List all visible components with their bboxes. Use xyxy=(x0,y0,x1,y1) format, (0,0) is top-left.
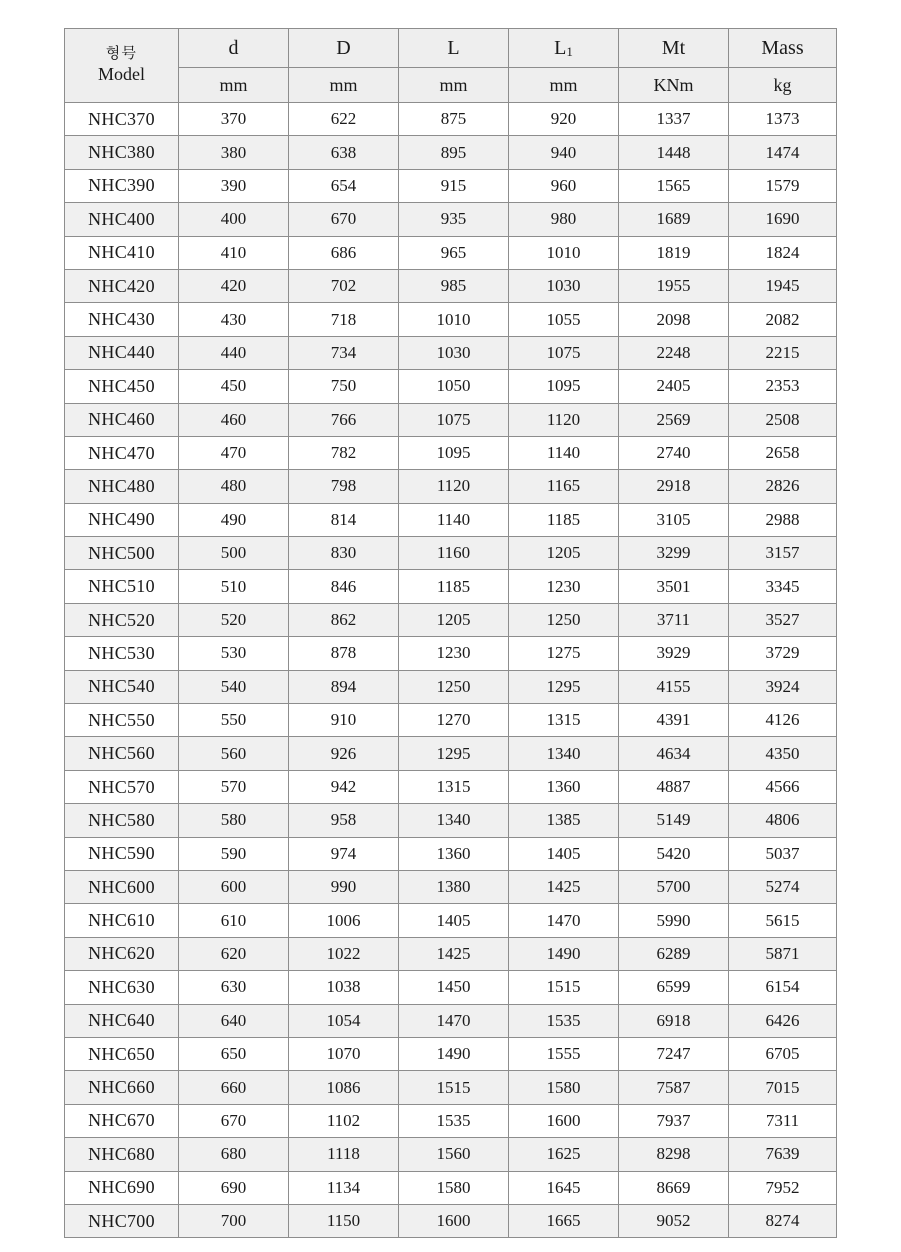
cell-L: 1580 xyxy=(399,1171,509,1204)
cell-D: 1150 xyxy=(289,1204,399,1237)
cell-model: NHC610 xyxy=(65,904,179,937)
cell-L1: 980 xyxy=(509,203,619,236)
cell-L: 895 xyxy=(399,136,509,169)
cell-L1: 960 xyxy=(509,169,619,202)
table-row xyxy=(65,1171,837,1204)
cell-L: 1270 xyxy=(399,704,509,737)
cell-model: NHC570 xyxy=(65,770,179,803)
cell-Mass: 2508 xyxy=(729,403,837,436)
cell-D: 702 xyxy=(289,269,399,302)
table-row xyxy=(65,603,837,636)
cell-d: 570 xyxy=(179,770,289,803)
cell-Mt: 6918 xyxy=(619,1004,729,1037)
cell-Mass: 1579 xyxy=(729,169,837,202)
cell-L: 1160 xyxy=(399,537,509,570)
cell-L1: 1385 xyxy=(509,804,619,837)
cell-d: 650 xyxy=(179,1037,289,1070)
cell-D: 990 xyxy=(289,870,399,903)
cell-Mass: 7311 xyxy=(729,1104,837,1137)
cell-L: 1515 xyxy=(399,1071,509,1104)
header-row-units xyxy=(65,68,837,103)
cell-D: 846 xyxy=(289,570,399,603)
cell-d: 520 xyxy=(179,603,289,636)
table-row xyxy=(65,837,837,870)
cell-Mt: 5990 xyxy=(619,904,729,937)
table-row xyxy=(65,370,837,403)
cell-L1: 1185 xyxy=(509,503,619,536)
cell-model: NHC650 xyxy=(65,1037,179,1070)
column-header-L: L xyxy=(399,29,509,68)
column-header-model-kr: 형号 xyxy=(105,46,138,63)
table-row xyxy=(65,1204,837,1237)
cell-L1: 1490 xyxy=(509,937,619,970)
cell-Mt: 1565 xyxy=(619,169,729,202)
cell-Mass: 6426 xyxy=(729,1004,837,1037)
header-row-symbols xyxy=(65,29,837,68)
table-row xyxy=(65,269,837,302)
unit-header-Mt: KNm xyxy=(619,68,729,103)
cell-Mass: 5037 xyxy=(729,837,837,870)
cell-Mt: 3929 xyxy=(619,637,729,670)
cell-Mt: 4887 xyxy=(619,770,729,803)
cell-Mass: 7639 xyxy=(729,1138,837,1171)
cell-Mt: 1819 xyxy=(619,236,729,269)
table-row xyxy=(65,203,837,236)
cell-Mass: 4806 xyxy=(729,804,837,837)
cell-L: 1250 xyxy=(399,670,509,703)
cell-Mass: 1690 xyxy=(729,203,837,236)
column-header-model xyxy=(65,29,179,103)
cell-Mass: 3729 xyxy=(729,637,837,670)
cell-L: 1230 xyxy=(399,637,509,670)
cell-model: NHC400 xyxy=(65,203,179,236)
cell-L1: 1275 xyxy=(509,637,619,670)
table-row xyxy=(65,537,837,570)
table-row xyxy=(65,704,837,737)
cell-D: 670 xyxy=(289,203,399,236)
cell-L: 1050 xyxy=(399,370,509,403)
cell-Mass: 7952 xyxy=(729,1171,837,1204)
table-row xyxy=(65,169,837,202)
table-row xyxy=(65,436,837,469)
cell-Mt: 7937 xyxy=(619,1104,729,1137)
cell-L: 1010 xyxy=(399,303,509,336)
cell-L1: 1340 xyxy=(509,737,619,770)
cell-d: 440 xyxy=(179,336,289,369)
cell-D: 654 xyxy=(289,169,399,202)
cell-model: NHC490 xyxy=(65,503,179,536)
table-row xyxy=(65,637,837,670)
table-row xyxy=(65,403,837,436)
cell-D: 1134 xyxy=(289,1171,399,1204)
cell-L: 1075 xyxy=(399,403,509,436)
cell-d: 540 xyxy=(179,670,289,703)
cell-model: NHC500 xyxy=(65,537,179,570)
column-header-L1-sub: 1 xyxy=(566,43,573,59)
specification-table xyxy=(64,28,837,1238)
cell-Mt: 4391 xyxy=(619,704,729,737)
cell-Mt: 1955 xyxy=(619,269,729,302)
cell-d: 380 xyxy=(179,136,289,169)
cell-L1: 1250 xyxy=(509,603,619,636)
cell-Mass: 4350 xyxy=(729,737,837,770)
cell-D: 974 xyxy=(289,837,399,870)
table-row xyxy=(65,1004,837,1037)
cell-model: NHC370 xyxy=(65,103,179,136)
cell-L: 875 xyxy=(399,103,509,136)
cell-Mt: 6599 xyxy=(619,971,729,1004)
cell-d: 390 xyxy=(179,169,289,202)
cell-L: 965 xyxy=(399,236,509,269)
cell-L: 1600 xyxy=(399,1204,509,1237)
cell-d: 690 xyxy=(179,1171,289,1204)
cell-d: 410 xyxy=(179,236,289,269)
cell-model: NHC660 xyxy=(65,1071,179,1104)
cell-D: 1054 xyxy=(289,1004,399,1037)
cell-Mass: 1945 xyxy=(729,269,837,302)
cell-L1: 1315 xyxy=(509,704,619,737)
cell-d: 560 xyxy=(179,737,289,770)
cell-L: 1560 xyxy=(399,1138,509,1171)
cell-Mt: 2740 xyxy=(619,436,729,469)
cell-Mass: 2353 xyxy=(729,370,837,403)
cell-L: 1470 xyxy=(399,1004,509,1037)
cell-D: 830 xyxy=(289,537,399,570)
cell-L: 915 xyxy=(399,169,509,202)
cell-d: 370 xyxy=(179,103,289,136)
cell-L: 1315 xyxy=(399,770,509,803)
cell-d: 640 xyxy=(179,1004,289,1037)
cell-Mass: 6154 xyxy=(729,971,837,1004)
cell-L1: 1600 xyxy=(509,1104,619,1137)
cell-Mt: 5420 xyxy=(619,837,729,870)
cell-d: 470 xyxy=(179,436,289,469)
cell-L: 1405 xyxy=(399,904,509,937)
cell-model: NHC460 xyxy=(65,403,179,436)
cell-Mt: 6289 xyxy=(619,937,729,970)
cell-L: 1360 xyxy=(399,837,509,870)
cell-D: 1070 xyxy=(289,1037,399,1070)
table-row xyxy=(65,804,837,837)
cell-d: 430 xyxy=(179,303,289,336)
cell-Mt: 2098 xyxy=(619,303,729,336)
table-row xyxy=(65,737,837,770)
cell-L: 1425 xyxy=(399,937,509,970)
cell-d: 550 xyxy=(179,704,289,737)
cell-model: NHC420 xyxy=(65,269,179,302)
cell-L1: 1095 xyxy=(509,370,619,403)
cell-Mt: 5149 xyxy=(619,804,729,837)
cell-Mass: 4566 xyxy=(729,770,837,803)
cell-Mt: 3501 xyxy=(619,570,729,603)
cell-Mt: 1689 xyxy=(619,203,729,236)
cell-d: 450 xyxy=(179,370,289,403)
cell-D: 942 xyxy=(289,770,399,803)
cell-model: NHC450 xyxy=(65,370,179,403)
cell-d: 610 xyxy=(179,904,289,937)
table-row xyxy=(65,937,837,970)
table-row xyxy=(65,103,837,136)
cell-model: NHC380 xyxy=(65,136,179,169)
cell-Mt: 4634 xyxy=(619,737,729,770)
cell-L1: 1010 xyxy=(509,236,619,269)
table-row xyxy=(65,670,837,703)
cell-model: NHC630 xyxy=(65,971,179,1004)
cell-Mt: 1448 xyxy=(619,136,729,169)
cell-D: 1038 xyxy=(289,971,399,1004)
cell-L1: 1515 xyxy=(509,971,619,1004)
cell-Mt: 3711 xyxy=(619,603,729,636)
cell-L1: 920 xyxy=(509,103,619,136)
cell-Mass: 5274 xyxy=(729,870,837,903)
cell-L1: 1665 xyxy=(509,1204,619,1237)
cell-L: 1295 xyxy=(399,737,509,770)
cell-model: NHC470 xyxy=(65,436,179,469)
cell-L1: 1165 xyxy=(509,470,619,503)
cell-Mt: 8669 xyxy=(619,1171,729,1204)
cell-D: 862 xyxy=(289,603,399,636)
cell-d: 600 xyxy=(179,870,289,903)
unit-header-L1: mm xyxy=(509,68,619,103)
cell-L1: 1645 xyxy=(509,1171,619,1204)
cell-d: 530 xyxy=(179,637,289,670)
cell-model: NHC580 xyxy=(65,804,179,837)
cell-Mass: 5871 xyxy=(729,937,837,970)
cell-L1: 1625 xyxy=(509,1138,619,1171)
cell-model: NHC550 xyxy=(65,704,179,737)
cell-L1: 1205 xyxy=(509,537,619,570)
cell-L1: 1360 xyxy=(509,770,619,803)
cell-Mass: 2082 xyxy=(729,303,837,336)
cell-L: 1140 xyxy=(399,503,509,536)
cell-L1: 1030 xyxy=(509,269,619,302)
cell-D: 798 xyxy=(289,470,399,503)
cell-Mass: 4126 xyxy=(729,704,837,737)
cell-L: 1095 xyxy=(399,436,509,469)
cell-model: NHC620 xyxy=(65,937,179,970)
table-row xyxy=(65,236,837,269)
cell-L1: 1140 xyxy=(509,436,619,469)
cell-D: 638 xyxy=(289,136,399,169)
cell-Mt: 2918 xyxy=(619,470,729,503)
cell-Mass: 5615 xyxy=(729,904,837,937)
cell-Mass: 2215 xyxy=(729,336,837,369)
cell-D: 766 xyxy=(289,403,399,436)
column-header-L1 xyxy=(509,29,619,68)
cell-d: 460 xyxy=(179,403,289,436)
cell-model: NHC390 xyxy=(65,169,179,202)
cell-D: 734 xyxy=(289,336,399,369)
cell-D: 910 xyxy=(289,704,399,737)
cell-d: 620 xyxy=(179,937,289,970)
cell-Mass: 1373 xyxy=(729,103,837,136)
cell-d: 480 xyxy=(179,470,289,503)
cell-D: 1022 xyxy=(289,937,399,970)
cell-d: 680 xyxy=(179,1138,289,1171)
cell-Mt: 5700 xyxy=(619,870,729,903)
cell-Mass: 3527 xyxy=(729,603,837,636)
cell-model: NHC600 xyxy=(65,870,179,903)
cell-D: 894 xyxy=(289,670,399,703)
cell-d: 660 xyxy=(179,1071,289,1104)
cell-L: 1380 xyxy=(399,870,509,903)
cell-L: 1030 xyxy=(399,336,509,369)
cell-Mt: 7587 xyxy=(619,1071,729,1104)
cell-L: 1490 xyxy=(399,1037,509,1070)
cell-L1: 1470 xyxy=(509,904,619,937)
table-row xyxy=(65,1138,837,1171)
cell-L1: 1075 xyxy=(509,336,619,369)
cell-L: 985 xyxy=(399,269,509,302)
cell-model: NHC560 xyxy=(65,737,179,770)
cell-Mass: 8274 xyxy=(729,1204,837,1237)
cell-D: 718 xyxy=(289,303,399,336)
unit-header-L: mm xyxy=(399,68,509,103)
cell-D: 1006 xyxy=(289,904,399,937)
column-header-model-en: Model xyxy=(98,64,145,85)
cell-model: NHC700 xyxy=(65,1204,179,1237)
table-row xyxy=(65,904,837,937)
cell-D: 1086 xyxy=(289,1071,399,1104)
cell-model: NHC530 xyxy=(65,637,179,670)
cell-L1: 1555 xyxy=(509,1037,619,1070)
column-header-L1-main: L xyxy=(554,36,567,59)
cell-model: NHC640 xyxy=(65,1004,179,1037)
cell-D: 1102 xyxy=(289,1104,399,1137)
cell-L1: 1535 xyxy=(509,1004,619,1037)
cell-Mt: 8298 xyxy=(619,1138,729,1171)
cell-L: 1535 xyxy=(399,1104,509,1137)
cell-D: 1118 xyxy=(289,1138,399,1171)
table-row xyxy=(65,971,837,1004)
cell-L1: 1120 xyxy=(509,403,619,436)
table-row xyxy=(65,1104,837,1137)
cell-d: 490 xyxy=(179,503,289,536)
table-row xyxy=(65,570,837,603)
cell-Mt: 3105 xyxy=(619,503,729,536)
cell-L1: 1405 xyxy=(509,837,619,870)
cell-Mt: 2405 xyxy=(619,370,729,403)
cell-D: 686 xyxy=(289,236,399,269)
cell-d: 630 xyxy=(179,971,289,1004)
cell-Mass: 2826 xyxy=(729,470,837,503)
cell-model: NHC540 xyxy=(65,670,179,703)
cell-d: 580 xyxy=(179,804,289,837)
table-row xyxy=(65,303,837,336)
cell-Mt: 2569 xyxy=(619,403,729,436)
cell-model: NHC590 xyxy=(65,837,179,870)
cell-model: NHC430 xyxy=(65,303,179,336)
column-header-d: d xyxy=(179,29,289,68)
column-header-Mass: Mass xyxy=(729,29,837,68)
cell-d: 400 xyxy=(179,203,289,236)
column-header-D: D xyxy=(289,29,399,68)
cell-d: 700 xyxy=(179,1204,289,1237)
cell-Mass: 2658 xyxy=(729,436,837,469)
cell-model: NHC510 xyxy=(65,570,179,603)
cell-D: 958 xyxy=(289,804,399,837)
spec-table-container xyxy=(64,28,836,1238)
table-body xyxy=(65,103,837,1238)
cell-Mass: 3924 xyxy=(729,670,837,703)
cell-L1: 1295 xyxy=(509,670,619,703)
table-row xyxy=(65,770,837,803)
cell-D: 622 xyxy=(289,103,399,136)
cell-Mass: 2988 xyxy=(729,503,837,536)
cell-Mass: 7015 xyxy=(729,1071,837,1104)
unit-header-D: mm xyxy=(289,68,399,103)
cell-D: 878 xyxy=(289,637,399,670)
cell-L: 1340 xyxy=(399,804,509,837)
cell-Mt: 2248 xyxy=(619,336,729,369)
cell-Mass: 3157 xyxy=(729,537,837,570)
cell-model: NHC410 xyxy=(65,236,179,269)
cell-L: 1185 xyxy=(399,570,509,603)
cell-Mass: 6705 xyxy=(729,1037,837,1070)
cell-Mt: 4155 xyxy=(619,670,729,703)
cell-L1: 1055 xyxy=(509,303,619,336)
cell-d: 420 xyxy=(179,269,289,302)
cell-model: NHC680 xyxy=(65,1138,179,1171)
cell-L1: 1230 xyxy=(509,570,619,603)
cell-Mt: 3299 xyxy=(619,537,729,570)
cell-D: 750 xyxy=(289,370,399,403)
cell-D: 926 xyxy=(289,737,399,770)
unit-header-d: mm xyxy=(179,68,289,103)
cell-D: 782 xyxy=(289,436,399,469)
cell-d: 670 xyxy=(179,1104,289,1137)
table-row xyxy=(65,336,837,369)
cell-d: 510 xyxy=(179,570,289,603)
table-row xyxy=(65,470,837,503)
cell-D: 814 xyxy=(289,503,399,536)
cell-L: 1450 xyxy=(399,971,509,1004)
cell-L1: 1580 xyxy=(509,1071,619,1104)
cell-Mass: 3345 xyxy=(729,570,837,603)
cell-L: 1120 xyxy=(399,470,509,503)
cell-model: NHC670 xyxy=(65,1104,179,1137)
column-header-Mt: Mt xyxy=(619,29,729,68)
cell-model: NHC440 xyxy=(65,336,179,369)
unit-header-Mass: kg xyxy=(729,68,837,103)
table-head xyxy=(65,29,837,103)
table-row xyxy=(65,136,837,169)
cell-Mt: 1337 xyxy=(619,103,729,136)
cell-L: 1205 xyxy=(399,603,509,636)
cell-model: NHC480 xyxy=(65,470,179,503)
cell-L: 935 xyxy=(399,203,509,236)
cell-Mass: 1474 xyxy=(729,136,837,169)
cell-model: NHC520 xyxy=(65,603,179,636)
table-row xyxy=(65,503,837,536)
cell-L1: 1425 xyxy=(509,870,619,903)
cell-Mt: 7247 xyxy=(619,1037,729,1070)
cell-d: 500 xyxy=(179,537,289,570)
cell-d: 590 xyxy=(179,837,289,870)
cell-model: NHC690 xyxy=(65,1171,179,1204)
table-row xyxy=(65,1037,837,1070)
cell-Mass: 1824 xyxy=(729,236,837,269)
cell-L1: 940 xyxy=(509,136,619,169)
table-row xyxy=(65,870,837,903)
cell-Mt: 9052 xyxy=(619,1204,729,1237)
table-row xyxy=(65,1071,837,1104)
